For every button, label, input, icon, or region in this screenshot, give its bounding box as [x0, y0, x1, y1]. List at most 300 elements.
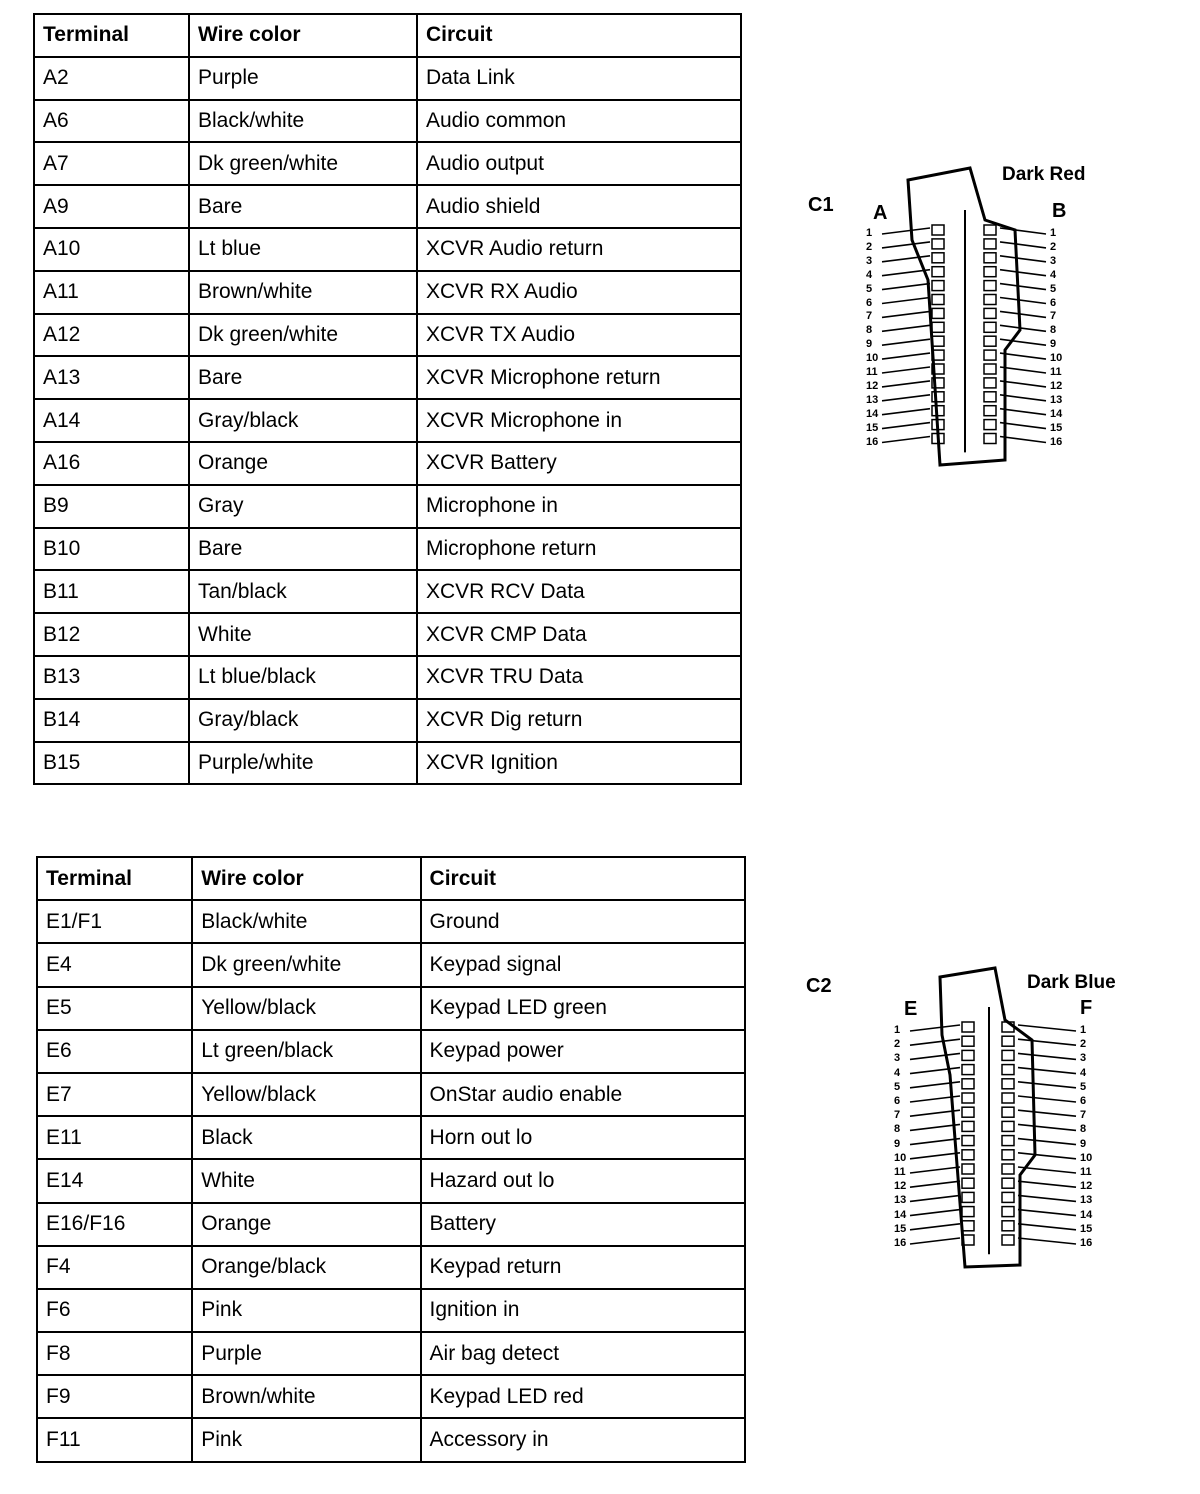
pin-cavity-right — [984, 420, 996, 430]
cell-wire-color: Black/white — [192, 900, 420, 943]
pin-leader-right — [1018, 1195, 1076, 1201]
header-wire-color: Wire color — [192, 857, 420, 900]
pin-table-c2 — [36, 856, 746, 1463]
cell-terminal: B14 — [34, 699, 189, 742]
pin-number-left: 12 — [894, 1180, 907, 1193]
pin-number-right: 8 — [1050, 324, 1057, 337]
pin-leader-left — [910, 1039, 960, 1045]
pin-leader-right — [1000, 367, 1046, 373]
pin-leader-left — [882, 256, 930, 262]
cell-wire-color: Lt green/black — [192, 1030, 420, 1073]
cell-terminal: A6 — [34, 100, 189, 143]
cell-terminal: F11 — [37, 1418, 192, 1461]
cell-terminal: B15 — [34, 742, 189, 785]
cell-wire-color: White — [192, 1159, 420, 1202]
pin-number-left: 7 — [894, 1109, 901, 1122]
pin-cavity-right — [1002, 1164, 1014, 1174]
cell-circuit: XCVR CMP Data — [417, 613, 741, 656]
pin-leader-right — [1000, 437, 1046, 443]
cell-circuit: Data Link — [417, 57, 741, 100]
pin-cavity-left — [932, 267, 944, 277]
cell-circuit: Keypad return — [421, 1246, 745, 1289]
cell-terminal: E6 — [37, 1030, 192, 1073]
cell-terminal: A13 — [34, 356, 189, 399]
pin-leader-left — [910, 1210, 960, 1216]
cell-circuit: XCVR Ignition — [417, 742, 741, 785]
cell-circuit: Battery — [421, 1203, 745, 1246]
pin-number-left: 6 — [894, 1095, 901, 1107]
pin-number-left: 3 — [894, 1052, 901, 1065]
cell-wire-color: Bare — [189, 356, 417, 399]
cell-terminal: A14 — [34, 399, 189, 442]
pin-number-right: 3 — [1050, 254, 1057, 267]
cell-terminal: A9 — [34, 185, 189, 228]
side-label-right: F — [1080, 997, 1093, 1019]
pin-leader-right — [1018, 1025, 1076, 1031]
cell-circuit: Air bag detect — [421, 1332, 745, 1375]
cell-circuit: XCVR Microphone return — [417, 356, 741, 399]
pin-cavity-right — [1002, 1178, 1014, 1188]
pin-leader-left — [910, 1238, 960, 1244]
header-terminal: Terminal — [34, 14, 189, 57]
pin-leader-left — [882, 325, 930, 331]
cell-wire-color: Tan/black — [189, 570, 417, 613]
table-row — [34, 742, 741, 785]
cell-wire-color: Bare — [189, 528, 417, 571]
connector-color-label: Dark Red — [1002, 164, 1086, 185]
pin-number-left: 4 — [894, 1066, 901, 1079]
side-label-left: E — [904, 998, 918, 1020]
pin-number-right: 14 — [1080, 1208, 1093, 1221]
pin-leader-right — [1000, 298, 1046, 304]
pin-cavity-left — [932, 308, 944, 318]
pin-leader-right — [1000, 395, 1046, 401]
pin-leader-left — [882, 423, 930, 429]
cell-wire-color: Purple — [192, 1332, 420, 1375]
cell-wire-color: Black — [192, 1116, 420, 1159]
connector-c1-diagram — [800, 160, 1120, 480]
cell-terminal: E1/F1 — [37, 900, 192, 943]
header-circuit: Circuit — [417, 14, 741, 57]
pin-number-right: 2 — [1080, 1038, 1087, 1051]
pin-number-right: 10 — [1080, 1151, 1093, 1164]
pin-leader-left — [910, 1124, 960, 1130]
pin-leader-right — [1018, 1238, 1076, 1244]
table-header-row — [37, 857, 745, 900]
pin-cavity-right — [1002, 1221, 1014, 1231]
cell-terminal: B12 — [34, 613, 189, 656]
pin-leader-left — [910, 1139, 960, 1145]
cell-wire-color: Dk green/white — [189, 142, 417, 185]
cell-terminal: B10 — [34, 528, 189, 571]
pin-number-right: 7 — [1080, 1109, 1087, 1122]
cell-terminal: B9 — [34, 485, 189, 528]
pin-cavity-left — [962, 1036, 974, 1046]
cell-terminal: E16/F16 — [37, 1203, 192, 1246]
pin-number-left: 2 — [894, 1038, 901, 1051]
pin-table-c1 — [33, 13, 742, 785]
pin-number-left: 3 — [866, 254, 873, 267]
cell-circuit: XCVR TX Audio — [417, 314, 741, 357]
cell-wire-color: Gray/black — [189, 399, 417, 442]
cell-circuit: Ignition in — [421, 1289, 745, 1332]
pin-cavity-left — [962, 1178, 974, 1188]
table-row — [34, 656, 741, 699]
cell-circuit: Microphone return — [417, 528, 741, 571]
table-row — [37, 900, 745, 943]
pin-cavity-left — [932, 295, 944, 305]
pin-cavity-right — [984, 434, 996, 444]
connector-color-label: Dark Blue — [1027, 972, 1116, 993]
cell-circuit: XCVR RX Audio — [417, 271, 741, 314]
pin-number-left: 4 — [866, 268, 873, 281]
pin-leader-left — [910, 1025, 960, 1031]
table-row — [37, 1418, 745, 1461]
cell-circuit: XCVR RCV Data — [417, 570, 741, 613]
pin-cavity-left — [932, 239, 944, 249]
pin-leader-right — [1018, 1153, 1076, 1159]
pin-leader-right — [1000, 242, 1046, 248]
pin-number-right: 12 — [1050, 379, 1063, 392]
cell-wire-color: Yellow/black — [192, 987, 420, 1030]
pin-number-left: 6 — [866, 296, 873, 309]
cell-circuit: XCVR Microphone in — [417, 399, 741, 442]
pin-number-right: 14 — [1050, 407, 1063, 420]
pin-cavity-right — [984, 281, 996, 291]
pin-number-right: 8 — [1080, 1123, 1087, 1136]
table-header-row — [34, 14, 741, 57]
pin-cavity-right — [984, 322, 996, 332]
pin-number-left: 15 — [894, 1222, 907, 1235]
pin-leader-left — [882, 298, 930, 304]
pin-cavity-right — [984, 267, 996, 277]
pin-leader-left — [882, 437, 930, 443]
pin-cavity-right — [1002, 1136, 1014, 1146]
pin-number-right: 2 — [1050, 240, 1057, 253]
table-row — [37, 1116, 745, 1159]
cell-wire-color: Pink — [192, 1418, 420, 1461]
pin-cavity-left — [962, 1065, 974, 1075]
cell-wire-color: Orange — [192, 1203, 420, 1246]
table-row — [34, 271, 741, 314]
pin-leader-left — [882, 311, 930, 317]
pin-cavity-right — [1002, 1079, 1014, 1089]
pin-number-left: 9 — [894, 1137, 901, 1150]
pin-leader-right — [1018, 1053, 1076, 1059]
pin-number-right: 4 — [1080, 1066, 1087, 1079]
table-row — [34, 442, 741, 485]
pin-cavity-right — [1002, 1065, 1014, 1075]
pin-cavity-left — [932, 225, 944, 235]
cell-wire-color: Gray/black — [189, 699, 417, 742]
pin-number-left: 10 — [866, 352, 879, 365]
pin-cavity-right — [984, 239, 996, 249]
cell-circuit: Microphone in — [417, 485, 741, 528]
pin-number-right: 16 — [1080, 1237, 1093, 1249]
pin-leader-left — [882, 409, 930, 415]
table-row — [34, 399, 741, 442]
pin-cavity-left — [932, 253, 944, 263]
pin-cavity-left — [962, 1150, 974, 1160]
pin-number-right: 1 — [1080, 1024, 1087, 1036]
cell-terminal: E11 — [37, 1116, 192, 1159]
pin-number-left: 5 — [866, 282, 873, 295]
pin-number-left: 10 — [894, 1151, 907, 1164]
table-row — [34, 528, 741, 571]
pin-leader-right — [1000, 339, 1046, 345]
cell-terminal: E4 — [37, 943, 192, 986]
cell-circuit: XCVR TRU Data — [417, 656, 741, 699]
pin-leader-right — [1000, 284, 1046, 290]
pin-leader-right — [1000, 256, 1046, 262]
pin-number-right: 10 — [1050, 352, 1063, 365]
table-row — [34, 314, 741, 357]
pin-leader-right — [1000, 270, 1046, 276]
pin-cavity-left — [962, 1022, 974, 1032]
cell-wire-color: Lt blue/black — [189, 656, 417, 699]
cell-terminal: F9 — [37, 1375, 192, 1418]
pin-leader-left — [882, 270, 930, 276]
connector-label: C1 — [808, 194, 834, 216]
pin-number-left: 9 — [866, 338, 873, 351]
cell-circuit: Horn out lo — [421, 1116, 745, 1159]
cell-wire-color: Pink — [192, 1289, 420, 1332]
cell-circuit: Ground — [421, 900, 745, 943]
pin-number-right: 16 — [1050, 435, 1063, 448]
pin-number-left: 13 — [866, 393, 879, 406]
pin-leader-right — [1000, 325, 1046, 331]
cell-circuit: OnStar audio enable — [421, 1073, 745, 1116]
pin-cavity-left — [962, 1093, 974, 1103]
pin-cavity-right — [1002, 1121, 1014, 1131]
pin-leader-left — [882, 228, 930, 234]
pin-number-right: 5 — [1080, 1080, 1087, 1093]
pin-cavity-right — [984, 364, 996, 374]
pin-leader-right — [1018, 1082, 1076, 1088]
cell-terminal: F8 — [37, 1332, 192, 1375]
pin-leader-left — [882, 284, 930, 290]
pin-cavity-right — [1002, 1150, 1014, 1160]
pin-cavity-right — [1002, 1036, 1014, 1046]
pin-cavity-right — [984, 392, 996, 402]
pin-number-right: 13 — [1050, 393, 1063, 406]
cell-wire-color: Dk green/white — [192, 943, 420, 986]
pin-leader-left — [882, 339, 930, 345]
table-row — [37, 1203, 745, 1246]
pin-cavity-left — [932, 281, 944, 291]
pin-number-left: 7 — [866, 310, 873, 323]
cell-wire-color: Black/white — [189, 100, 417, 143]
cell-terminal: A7 — [34, 142, 189, 185]
pin-number-left: 16 — [866, 435, 879, 448]
pin-leader-left — [910, 1153, 960, 1159]
pin-number-left: 14 — [894, 1208, 907, 1221]
pin-number-left: 2 — [866, 240, 873, 253]
pin-cavity-right — [984, 253, 996, 263]
table-row — [37, 1246, 745, 1289]
cell-circuit: XCVR Dig return — [417, 699, 741, 742]
pin-number-right: 4 — [1050, 268, 1057, 281]
pin-leader-right — [1000, 353, 1046, 359]
connector-label: C2 — [806, 975, 832, 997]
cell-wire-color: Lt blue — [189, 228, 417, 271]
cell-terminal: A11 — [34, 271, 189, 314]
cell-wire-color: Purple/white — [189, 742, 417, 785]
table-row — [34, 570, 741, 613]
cell-wire-color: Dk green/white — [189, 314, 417, 357]
table-row — [34, 613, 741, 656]
pin-cavity-left — [962, 1079, 974, 1089]
side-label-left: A — [873, 202, 888, 224]
cell-circuit: XCVR Audio return — [417, 228, 741, 271]
pin-leader-left — [910, 1053, 960, 1059]
pin-cavity-right — [1002, 1050, 1014, 1060]
table-row — [37, 1289, 745, 1332]
pin-number-right: 5 — [1050, 282, 1057, 295]
connector-shell — [940, 968, 1035, 1267]
table-row — [34, 185, 741, 228]
pin-cavity-left — [962, 1164, 974, 1174]
pin-cavity-right — [1002, 1207, 1014, 1217]
pin-leader-right — [1018, 1167, 1076, 1173]
cell-wire-color: Orange — [189, 442, 417, 485]
pin-leader-left — [882, 395, 930, 401]
pin-number-right: 3 — [1080, 1052, 1087, 1065]
table-row — [37, 1073, 745, 1116]
pin-cavity-left — [962, 1192, 974, 1202]
cell-terminal: A2 — [34, 57, 189, 100]
pin-leader-left — [910, 1167, 960, 1173]
table-row — [34, 699, 741, 742]
pin-leader-left — [910, 1082, 960, 1088]
pin-leader-right — [1018, 1124, 1076, 1130]
header-terminal: Terminal — [37, 857, 192, 900]
cell-wire-color: Brown/white — [192, 1375, 420, 1418]
cell-terminal: F6 — [37, 1289, 192, 1332]
pin-leader-right — [1018, 1181, 1076, 1187]
pin-number-right: 13 — [1080, 1194, 1093, 1207]
side-label-right: B — [1052, 200, 1067, 222]
pin-cavity-right — [984, 350, 996, 360]
pin-cavity-left — [962, 1121, 974, 1131]
cell-wire-color: Gray — [189, 485, 417, 528]
pin-cavity-right — [984, 406, 996, 416]
pin-number-right: 15 — [1050, 421, 1063, 434]
table-row — [37, 1332, 745, 1375]
pin-number-right: 1 — [1050, 227, 1057, 239]
pin-cavity-left — [962, 1207, 974, 1217]
pin-number-left: 13 — [894, 1194, 907, 1207]
cell-circuit: Keypad LED green — [421, 987, 745, 1030]
cell-wire-color: Brown/white — [189, 271, 417, 314]
pin-cavity-right — [1002, 1192, 1014, 1202]
pin-number-right: 15 — [1080, 1222, 1093, 1235]
pin-number-left: 14 — [866, 407, 879, 420]
pin-leader-left — [910, 1181, 960, 1187]
pin-number-right: 6 — [1050, 296, 1057, 309]
cell-terminal: A12 — [34, 314, 189, 357]
cell-terminal: E5 — [37, 987, 192, 1030]
pin-cavity-right — [1002, 1235, 1014, 1245]
table-row — [34, 228, 741, 271]
cell-wire-color: Orange/black — [192, 1246, 420, 1289]
cell-wire-color: Purple — [189, 57, 417, 100]
cell-terminal: B13 — [34, 656, 189, 699]
pin-cavity-left — [962, 1050, 974, 1060]
cell-terminal: B11 — [34, 570, 189, 613]
table-row — [37, 1159, 745, 1202]
table-row — [37, 943, 745, 986]
pin-leader-left — [910, 1068, 960, 1074]
pin-leader-left — [910, 1224, 960, 1230]
cell-circuit: Audio shield — [417, 185, 741, 228]
pin-number-right: 11 — [1080, 1166, 1092, 1178]
pin-number-left: 15 — [866, 421, 879, 434]
pin-leader-right — [1000, 381, 1046, 387]
pin-cavity-right — [984, 295, 996, 305]
pin-number-left: 8 — [866, 324, 873, 337]
pin-cavity-right — [984, 378, 996, 388]
pin-number-left: 16 — [894, 1237, 907, 1249]
pin-cavity-left — [962, 1136, 974, 1146]
cell-wire-color: Yellow/black — [192, 1073, 420, 1116]
pin-leader-right — [1018, 1096, 1076, 1102]
cell-circuit: Accessory in — [421, 1418, 745, 1461]
header-circuit: Circuit — [421, 857, 745, 900]
table-row — [34, 356, 741, 399]
cell-terminal: A16 — [34, 442, 189, 485]
pin-leader-right — [1000, 311, 1046, 317]
cell-terminal: A10 — [34, 228, 189, 271]
pin-cavity-left — [932, 322, 944, 332]
cell-wire-color: Bare — [189, 185, 417, 228]
connector-body-drawing — [800, 160, 1120, 480]
cell-circuit: Audio output — [417, 142, 741, 185]
cell-wire-color: White — [189, 613, 417, 656]
pin-cavity-left — [962, 1221, 974, 1231]
cell-terminal: E7 — [37, 1073, 192, 1116]
pin-number-left: 5 — [894, 1080, 901, 1093]
pin-leader-left — [882, 367, 930, 373]
pin-cavity-right — [1002, 1093, 1014, 1103]
pin-leader-left — [882, 353, 930, 359]
cell-terminal: E14 — [37, 1159, 192, 1202]
table-row — [34, 142, 741, 185]
pin-cavity-left — [932, 392, 944, 402]
pin-number-left: 11 — [894, 1166, 906, 1178]
table-row — [34, 485, 741, 528]
table-row — [37, 1030, 745, 1073]
cell-circuit: Keypad LED red — [421, 1375, 745, 1418]
pin-number-right: 9 — [1050, 338, 1057, 351]
cell-circuit: Keypad signal — [421, 943, 745, 986]
pin-leader-left — [882, 381, 930, 387]
table-row — [34, 100, 741, 143]
pin-cavity-left — [932, 336, 944, 346]
cell-circuit: Keypad power — [421, 1030, 745, 1073]
pin-number-left: 11 — [866, 366, 878, 378]
pin-number-left: 12 — [866, 379, 879, 392]
pin-leader-right — [1000, 409, 1046, 415]
pin-leader-left — [882, 242, 930, 248]
pin-number-left: 1 — [894, 1024, 901, 1036]
pin-cavity-right — [984, 225, 996, 235]
pin-leader-right — [1018, 1224, 1076, 1230]
cell-circuit: Hazard out lo — [421, 1159, 745, 1202]
header-wire-color: Wire color — [189, 14, 417, 57]
pin-leader-right — [1018, 1139, 1076, 1145]
table-row — [37, 987, 745, 1030]
